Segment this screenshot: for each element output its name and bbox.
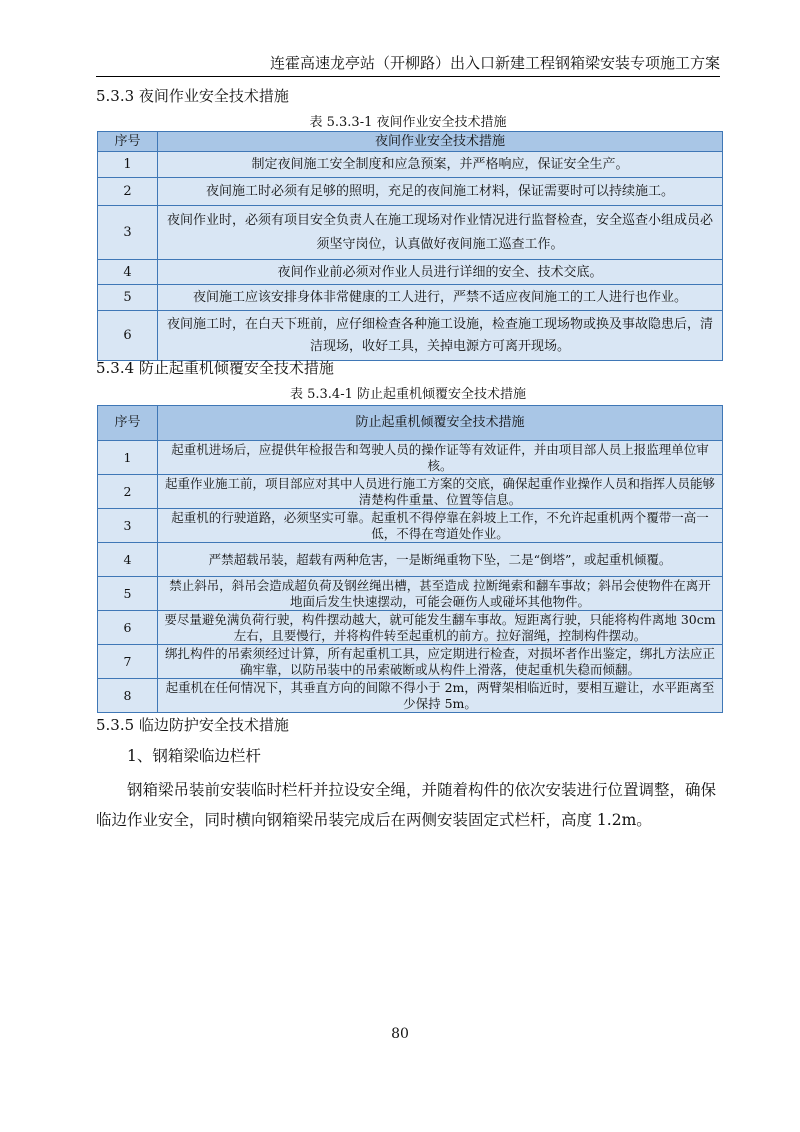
column-header-no: 序号 xyxy=(98,406,158,441)
row-text: 绑扎构件的吊索须经过计算，所有起重机工具，应定期进行检查，对损坏者作出鉴定，绑扎方法应正确牢靠，以防吊装中的吊索破断或从构件上滑落，使起重机失稳而倾翻。 xyxy=(158,645,723,679)
row-text: 起重机的行驶道路，必须坚实可靠。起重机不得停靠在斜坡上工作，不允许起重机两个覆带一高一低，不得在弯道处作业。 xyxy=(158,509,723,543)
row-text: 禁止斜吊，斜吊会造成超负荷及钢丝绳出槽，甚至造成 拉断绳索和翻车事故；斜吊会使物件在离开地面后发生快速摆动，可能会砸伤人或碰坏其他物件。 xyxy=(158,577,723,611)
crane-safety-table xyxy=(97,405,723,713)
row-text: 夜间作业前必须对作业人员进行详细的安全、技术交底。 xyxy=(158,260,723,285)
row-number: 5 xyxy=(98,285,158,311)
table-row xyxy=(98,311,723,361)
table-row xyxy=(98,152,723,178)
row-number: 3 xyxy=(98,206,158,260)
row-text: 要尽量避免满负荷行驶，构件摆动越大，就可能发生翻车事故。短距离行驶，只能将构件离地 30cm左右，且要慢行，并将构件转至起重机的前方。拉好溜绳，控制构件摆动。 xyxy=(158,611,723,645)
body-paragraph: 钢箱梁吊装前安装临时栏杆并拉设安全绳，并随着构件的依次安装进行位置调整，确保临边作业安全，同时横向钢箱梁吊装完成后在两侧安装固定式栏杆，高度 1.2m。 xyxy=(96,781,717,829)
section-heading-535: 5.3.5 临边防护安全技术措施 xyxy=(96,716,289,734)
row-text: 夜间作业时，必须有项目安全负责人在施工现场对作业情况进行监督检查，安全巡查小组成员必须坚守岗位，认真做好夜间施工巡查工作。 xyxy=(158,206,723,260)
table-header-row xyxy=(98,132,723,152)
row-number: 1 xyxy=(98,441,158,475)
row-number: 6 xyxy=(98,311,158,361)
row-number: 2 xyxy=(98,178,158,206)
column-header-measure: 防止起重机倾覆安全技术措施 xyxy=(158,406,723,441)
row-text: 起重机进场后，应提供年检报告和驾驶人员的操作证等有效证件，并由项目部人员上报监理单位审核。 xyxy=(158,441,723,475)
table-row xyxy=(98,285,723,311)
column-header-measure: 夜间作业安全技术措施 xyxy=(158,132,723,152)
row-number: 7 xyxy=(98,645,158,679)
document-title: 连霍高速龙亭站（开柳路）出入口新建工程钢箱梁安装专项施工方案 xyxy=(269,54,720,72)
page-number: 80 xyxy=(391,1026,409,1042)
section-heading-533: 5.3.3 夜间作业安全技术措施 xyxy=(96,87,289,105)
item-title: 1、钢箱梁临边栏杆 xyxy=(127,747,261,765)
section-heading-534: 5.3.4 防止起重机倾覆安全技术措施 xyxy=(96,359,334,377)
row-number: 4 xyxy=(98,260,158,285)
night-work-table xyxy=(97,131,723,361)
row-text: 制定夜间施工安全制度和应急预案，并严格响应，保证安全生产。 xyxy=(158,152,723,178)
page-header xyxy=(96,52,720,77)
row-text: 夜间施工应该安排身体非常健康的工人进行，严禁不适应夜间施工的工人进行也作业。 xyxy=(158,285,723,311)
row-number: 4 xyxy=(98,543,158,577)
row-number: 3 xyxy=(98,509,158,543)
row-number: 5 xyxy=(98,577,158,611)
row-text: 起重机在任何情况下，其垂直方向的间隙不得小于 2m，两臂架相临近时，要相互避让，水平距离至少保持 5m。 xyxy=(158,679,723,713)
table-row xyxy=(98,611,723,645)
row-number: 8 xyxy=(98,679,158,713)
table-row xyxy=(98,178,723,206)
row-text: 严禁超载吊装，超载有两种危害，一是断绳重物下坠，二是“倒塔”，或起重机倾覆。 xyxy=(158,543,723,577)
table-row xyxy=(98,475,723,509)
row-text: 夜间施工时必须有足够的照明，充足的夜间施工材料，保证需要时可以持续施工。 xyxy=(158,178,723,206)
table-row xyxy=(98,679,723,713)
table-row xyxy=(98,206,723,260)
table-header-row xyxy=(98,406,723,441)
table-row xyxy=(98,543,723,577)
row-number: 6 xyxy=(98,611,158,645)
table-row xyxy=(98,441,723,475)
table-caption-534: 表 5.3.4-1 防止起重机倾覆安全技术措施 xyxy=(289,387,526,402)
table-row xyxy=(98,509,723,543)
table-row xyxy=(98,577,723,611)
row-number: 2 xyxy=(98,475,158,509)
column-header-no: 序号 xyxy=(98,132,158,152)
row-number: 1 xyxy=(98,152,158,178)
table-row xyxy=(98,645,723,679)
table-row xyxy=(98,260,723,285)
row-text: 起重作业施工前，项目部应对其中人员进行施工方案的交底，确保起重作业操作人员和指挥人员能够清楚构件重量、位置等信息。 xyxy=(158,475,723,509)
table-caption-533: 表 5.3.3-1 夜间作业安全技术措施 xyxy=(309,115,507,130)
row-text: 夜间施工时，在白天下班前，应仔细检查各种施工设施，检查施工现场物或换及事故隐患后，清洁现场，收好工具，关掉电源方可离开现场。 xyxy=(158,311,723,361)
